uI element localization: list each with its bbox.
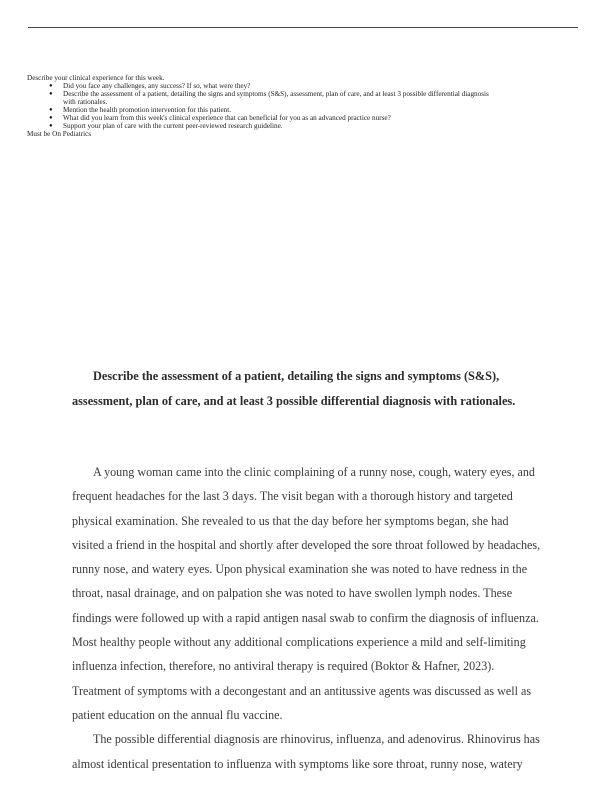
body-line: A young woman came into the clinic complaining of a runny nose, cough, watery eyes, and (93, 465, 535, 479)
heading-line: assessment, plan of care, and at least 3 possible differential diagnosis with rationales. (72, 393, 516, 408)
section-heading (72, 364, 542, 413)
body-line: findings were followed up with a rapid antigen nasal swab to confirm the diagnosis of influenza. (72, 610, 539, 625)
prompt-intro: Describe your clinical experience for this week. (27, 74, 165, 82)
body-line: visited a friend in the hospital and shortly after developed the sore throat followed by headaches, (72, 537, 541, 552)
heading-line: Describe the assessment of a patient, detailing the signs and symptoms (S&S), (93, 369, 500, 383)
body-paragraphs (72, 460, 546, 776)
prompt-bullet: ● Did you face any challenges, any success? If so, what were they? (49, 82, 251, 90)
body-line: Treatment of symptoms with a decongestant and an antitussive agents was discussed as well as (72, 683, 532, 698)
bullet-icon: ● (49, 91, 53, 97)
body-line: almost identical presentation to influenza with symptoms like sore throat, runny nose, watery (72, 756, 523, 771)
body-line: patient education on the annual flu vaccine. (72, 707, 283, 722)
prompt-bullet-list (27, 82, 547, 130)
prompt-bullet: ● Describe the assessment of a patient, detailing the signs and symptoms (S&S), assessment, plan of care, and at least 3 possible differential diagnosis (49, 90, 489, 98)
bullet-icon: ● (49, 115, 53, 121)
prompt-note: Must be On Pediatrics (27, 130, 92, 138)
prompt-bullet-continuation: with rationales. (63, 98, 108, 106)
prompt-bullet: ● What did you learn from this week's clinical experience that can beneficial for you as an advanced practice nurse? (49, 114, 391, 122)
prompt-bullet: ● Support your plan of care with the current peer-reviewed research guideline. (49, 122, 283, 130)
body-line: physical examination. She revealed to us that the day before her symptoms began, she had (72, 513, 509, 528)
bullet-icon: ● (49, 123, 53, 129)
bullet-icon: ● (49, 107, 53, 113)
prompt-bullet: ● Mention the health promotion intervention for this patient. (49, 106, 232, 114)
body-line: Most healthy people without any additional complications experience a mild and self-limiting (72, 635, 526, 650)
body-line: throat, nasal drainage, and on palpation she was noted to have swollen lymph nodes. These (72, 586, 513, 601)
body-line: influenza infection, therefore, no antiviral therapy is required (Boktor & Hafner, 2023). (72, 659, 495, 674)
header-rule (28, 27, 578, 28)
body-line: The possible differential diagnosis are rhinovirus, influenza, and adenovirus. Rhinovirus has (93, 732, 540, 747)
bullet-icon: ● (49, 83, 53, 89)
assignment-prompt (27, 74, 547, 138)
body-line: frequent headaches for the last 3 days. The visit began with a thorough history and targeted (72, 489, 513, 504)
body-line: runny nose, and watery eyes. Upon physical examination she was noted to have redness in the (72, 562, 528, 577)
